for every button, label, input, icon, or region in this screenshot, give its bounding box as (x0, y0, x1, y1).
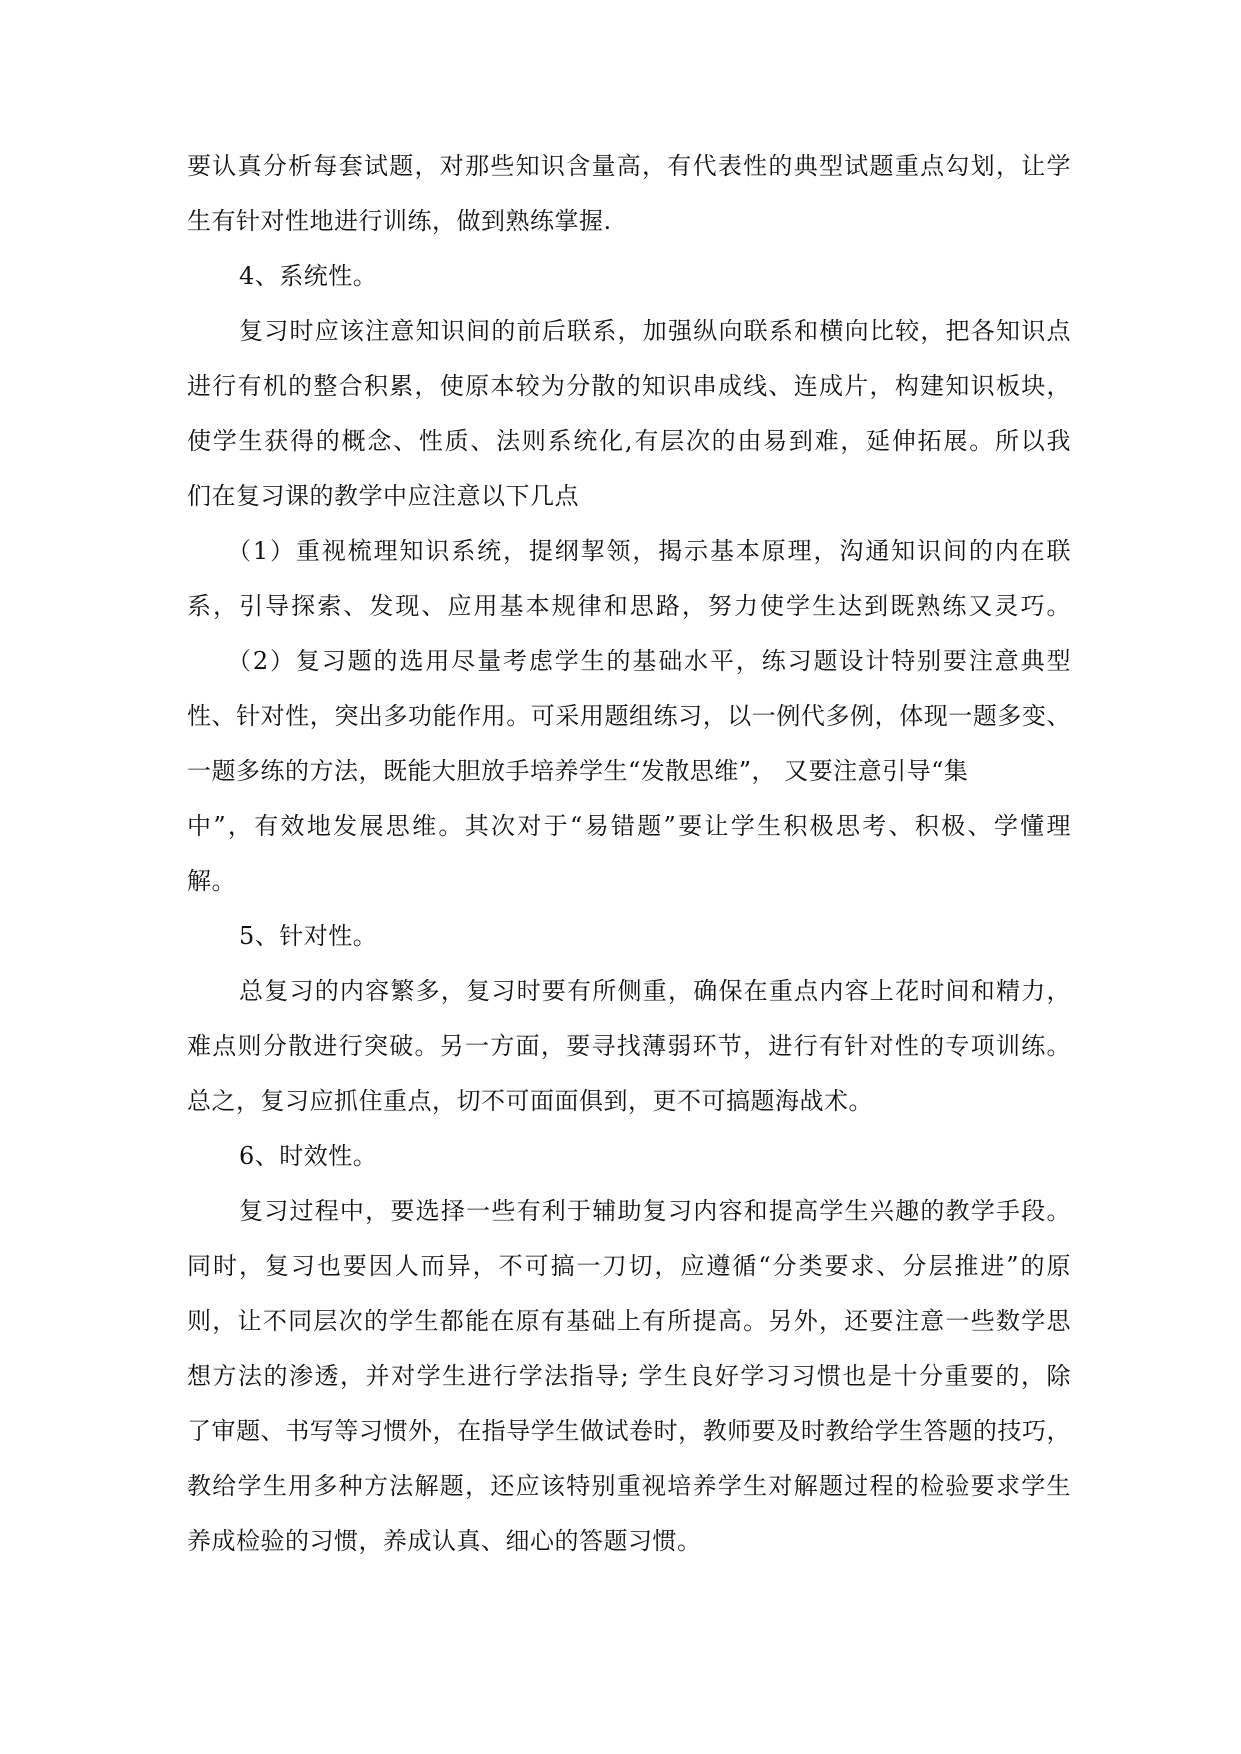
text-line: 一题多练的方法，既能大胆放手培养学生“发散思维”， 又要注意引导“集 (187, 757, 969, 785)
list-item: （1）重视梳理知识系统，提纲挈领，揭示基本原理，沟通知识间的内在联 (227, 537, 1071, 565)
text-line: 教给学生用多种方法解题，还应该特别重视培养学生对解题过程的检验要求学生 (187, 1472, 1071, 1500)
text-line: 要认真分析每套试题，对那些知识含量高，有代表性的典型试题重点勾划，让学 (187, 152, 1071, 180)
text-line: 总之，复习应抓住重点，切不可面面俱到，更不可搞题海战术。 (187, 1087, 873, 1115)
text-line: 进行有机的整合积累，使原本较为分散的知识串成线、连成片，构建知识板块， (187, 372, 1071, 400)
section-heading: 5、针对性。 (239, 922, 378, 950)
text-line: 们在复习课的教学中应注意以下几点 (187, 482, 579, 510)
list-item: （2）复习题的选用尽量考虑学生的基础水平，练习题设计特别要注意典型 (227, 647, 1071, 675)
text-line: 中”，有效地发展思维。其次对于“易错题”要让学生积极思考、积极、学懂理 (187, 812, 1071, 840)
text-line: 复习时应该注意知识间的前后联系，加强纵向联系和横向比较，把各知识点 (239, 317, 1071, 345)
text-line: 使学生获得的概念、性质、法则系统化,有层次的由易到难，延伸拓展。所以我 (187, 427, 1071, 455)
text-line: 复习过程中，要选择一些有利于辅助复习内容和提高学生兴趣的教学手段。 (239, 1197, 1071, 1225)
text-line: 同时，复习也要因人而异，不可搞一刀切，应遵循“分类要求、分层推进”的原 (187, 1252, 1071, 1280)
text-line: 了审题、书写等习惯外，在指导学生做试卷时，教师要及时教给学生答题的技巧， (187, 1417, 1071, 1445)
text-line: 养成检验的习惯，养成认真、细心的答题习惯。 (187, 1527, 702, 1555)
text-line: 则，让不同层次的学生都能在原有基础上有所提高。另外，还要注意一些数学思 (187, 1307, 1071, 1335)
text-line: 系，引导探索、发现、应用基本规律和思路，努力使学生达到既熟练又灵巧。 (187, 592, 1071, 620)
text-line: 难点则分散进行突破。另一方面，要寻找薄弱环节，进行有针对性的专项训练。 (187, 1032, 1071, 1060)
text-line: 解。 (187, 867, 236, 895)
text-line: 想方法的渗透，并对学生进行学法指导; 学生良好学习习惯也是十分重要的，除 (187, 1362, 1071, 1390)
document-body (187, 139, 1071, 1569)
section-heading: 4、系统性。 (239, 262, 378, 290)
text-line: 总复习的内容繁多，复习时要有所侧重，确保在重点内容上花时间和精力， (239, 977, 1071, 1005)
section-heading: 6、时效性。 (239, 1142, 378, 1170)
text-line: 性、针对性，突出多功能作用。可采用题组练习，以一例代多例，体现一题多变、 (187, 702, 1071, 730)
text-line: 生有针对性地进行训练，做到熟练掌握. (187, 207, 612, 235)
